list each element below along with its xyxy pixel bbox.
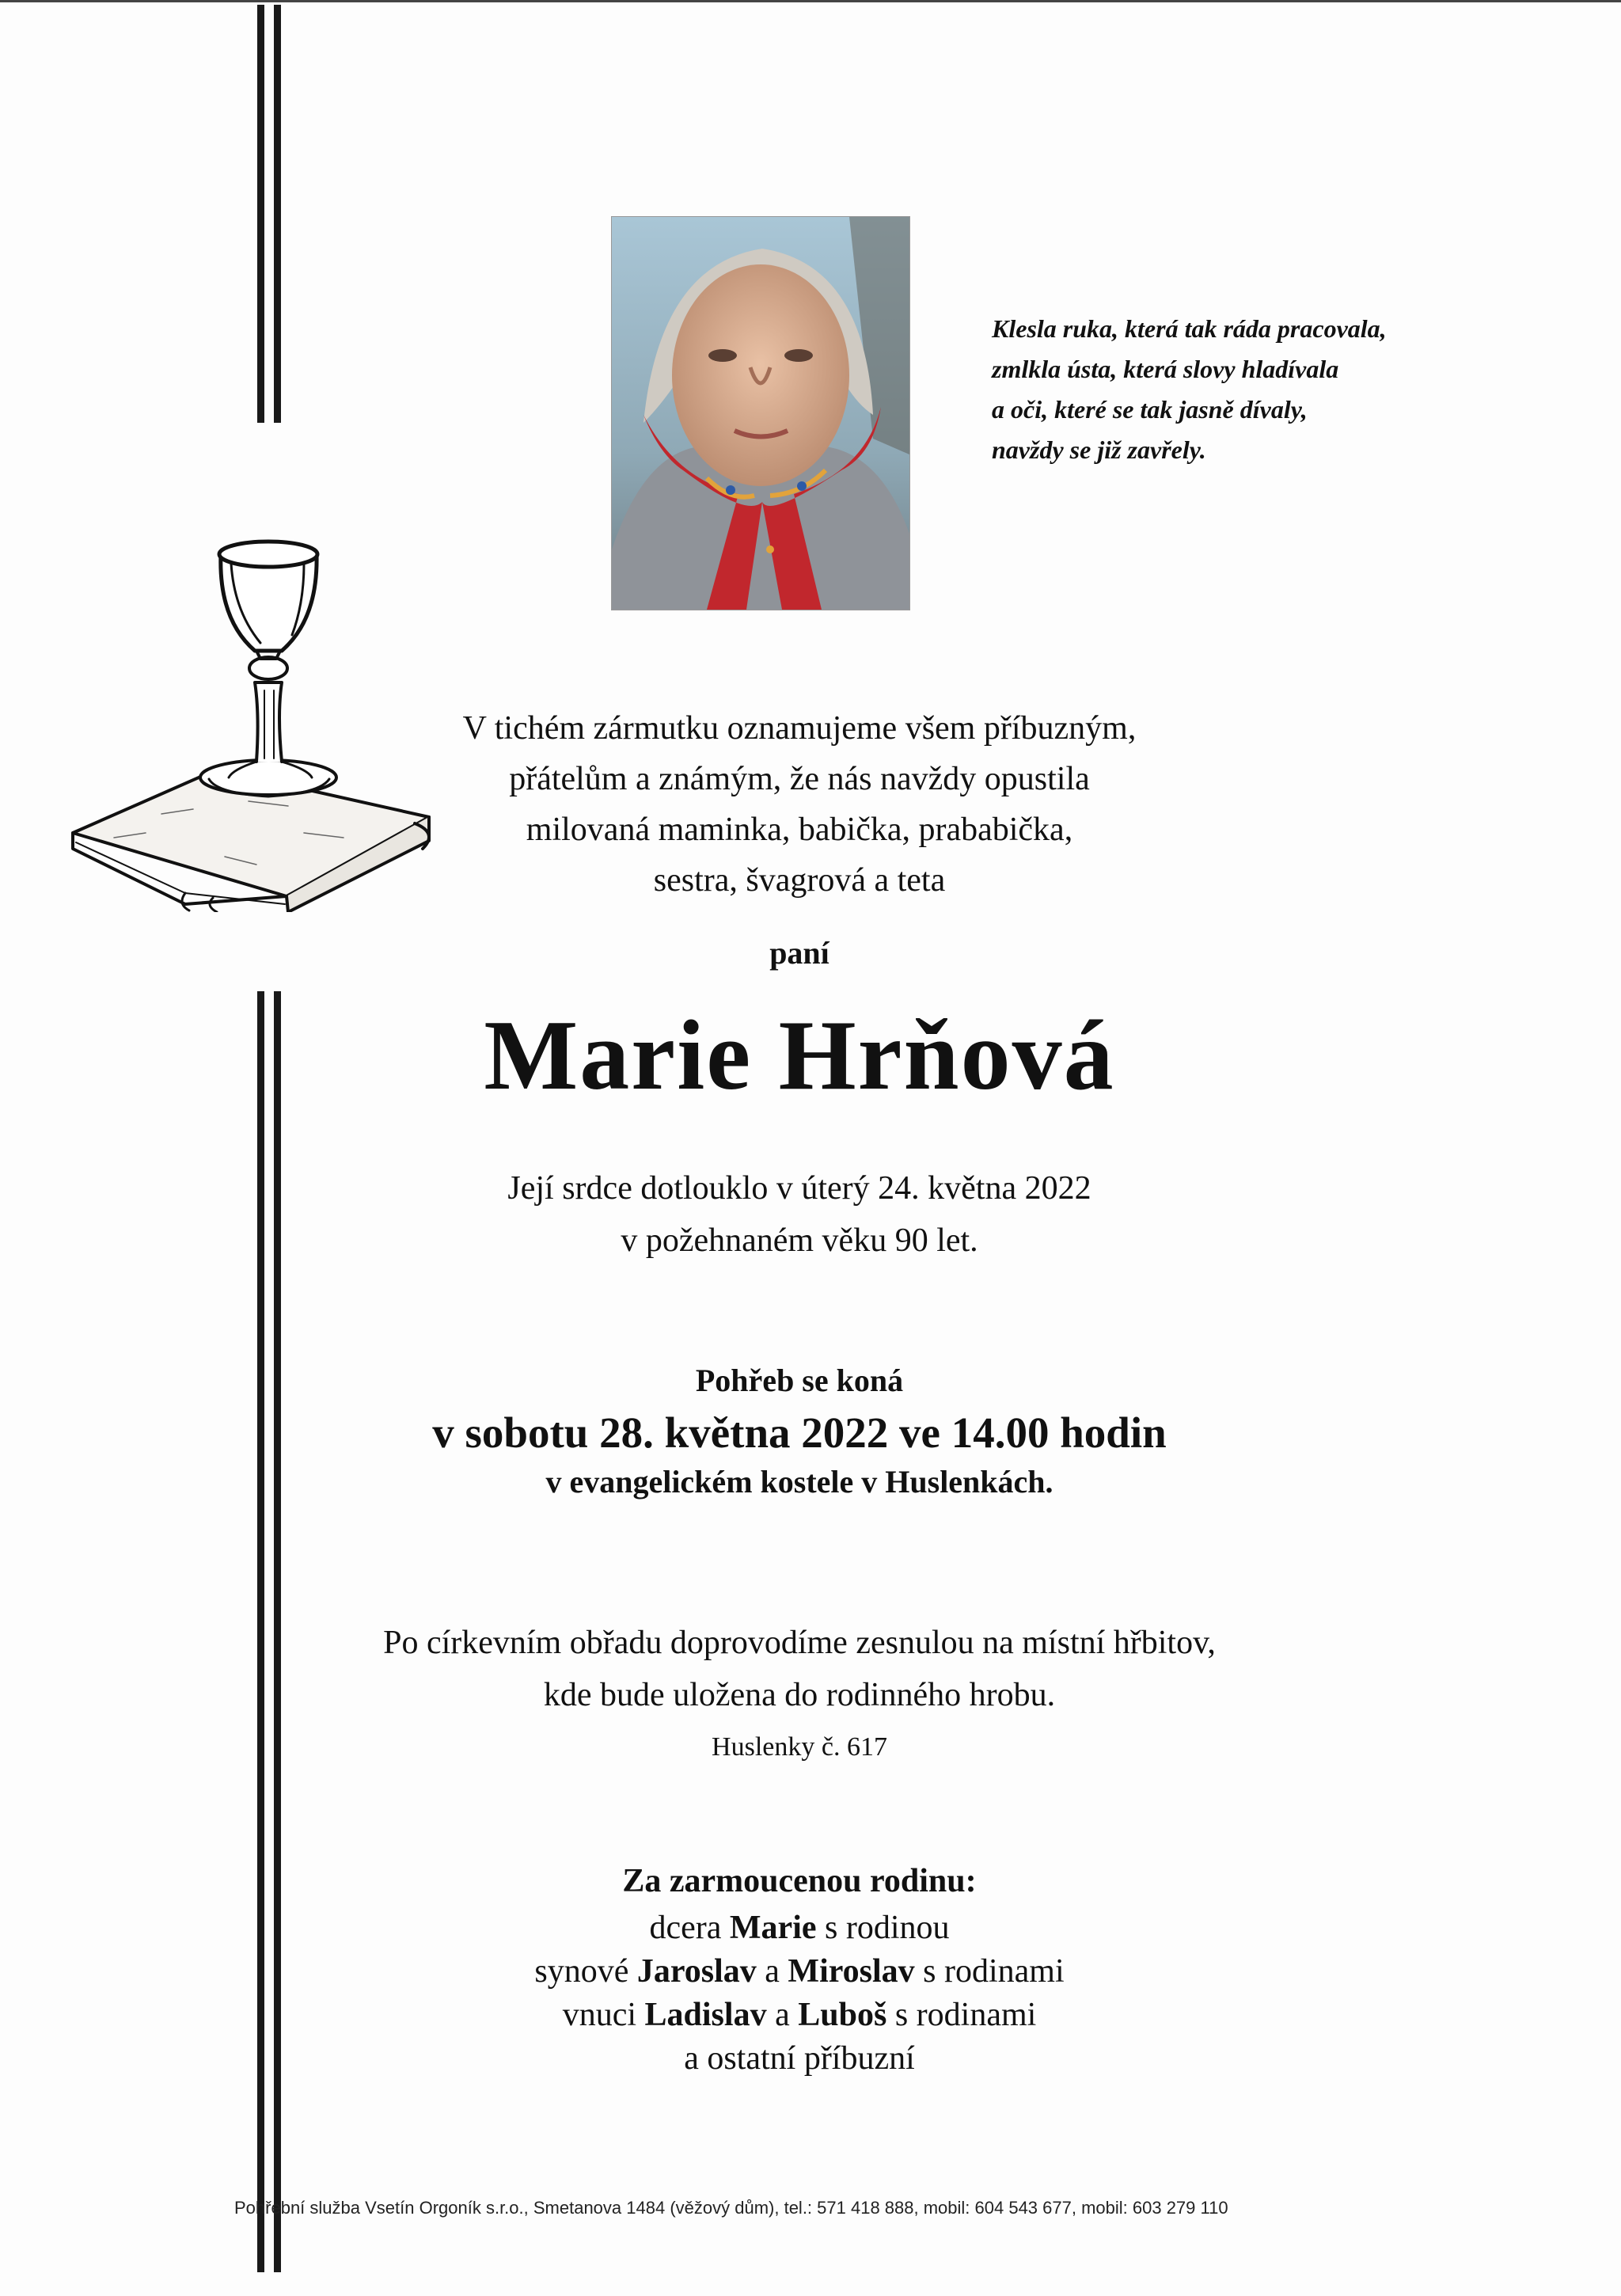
intro-line: přátelům a známým, že nás navždy opustila [509, 761, 1090, 797]
home-address: Huslenky č. 617 [712, 1732, 887, 1762]
conjunction: a [775, 1997, 790, 2033]
relative-name: Ladislav [644, 1997, 767, 2033]
relation-label: synové [534, 1953, 629, 1990]
deceased-name: Marie Hrňová [484, 1001, 1115, 1111]
mourning-line-top-left [257, 5, 264, 423]
verse-line: navždy se již zavřely. [992, 435, 1206, 464]
family-line-sons [0, 1950, 1599, 1994]
top-border [0, 0, 1621, 2]
death-line: v požehnaném věku 90 let. [621, 1222, 978, 1259]
funeral-datetime: v sobotu 28. května 2022 ve 14.00 hodin [432, 1408, 1167, 1457]
announcement-intro [0, 703, 1599, 906]
family-line-daughter [0, 1906, 1599, 1950]
intro-line: sestra, švagrová a teta [653, 862, 946, 899]
funeral-place: v evangelickém kostele v Huslenkách. [545, 1464, 1053, 1500]
burial-line: kde bude uložena do rodinného hrobu. [543, 1677, 1056, 1713]
verse-line: a oči, které se tak jasně dívaly, [992, 395, 1308, 424]
funeral-heading: Pohřeb se koná [695, 1363, 904, 1398]
family-line-grandsons [0, 1994, 1599, 2037]
intro-line: V tichém zármutku oznamujeme všem příbuzným, [462, 710, 1137, 747]
relation-label: vnuci [562, 1997, 637, 2033]
title-pani: paní [769, 935, 829, 971]
memorial-verse [992, 309, 1562, 470]
verse-line: Klesla ruka, která tak ráda pracovala, [992, 314, 1387, 343]
relative-name: Luboš [798, 1997, 887, 2033]
portrait-photo [611, 216, 910, 610]
conjunction: a [765, 1953, 780, 1990]
mourning-line-top-right [274, 5, 281, 423]
burial-notice [0, 1617, 1599, 1721]
death-line: Její srdce dotlouklo v úterý 24. května 2022 [507, 1170, 1091, 1207]
relation-label: dcera [649, 1910, 722, 1946]
death-notice [0, 1162, 1599, 1267]
verse-line: zmlkla ústa, která slovy hladívala [992, 355, 1339, 383]
relative-name: Marie [729, 1910, 817, 1946]
relation-suffix: s rodinami [923, 1953, 1065, 1990]
funeral-service-footer: Pohřební služba Vsetín Orgoník s.r.o., Smetanova 1484 (věžový dům), tel.: 571 418 888, mobil: 604 543 677, mobil: 603 279 110 [234, 2198, 1228, 2218]
relation-suffix: s rodinami [894, 1997, 1037, 2033]
intro-line: milovaná maminka, babička, prababička, [526, 812, 1073, 848]
relative-name: Miroslav [788, 1953, 915, 1990]
family-line-others: a ostatní příbuzní [684, 2040, 915, 2077]
family-heading: Za zarmoucenou rodinu: [622, 1863, 977, 1899]
relation-suffix: s rodinou [825, 1910, 950, 1946]
burial-line: Po církevním obřadu doprovodíme zesnulou na místní hřbitov, [383, 1625, 1216, 1661]
relative-name: Jaroslav [636, 1953, 757, 1990]
family-list [0, 1906, 1599, 2081]
